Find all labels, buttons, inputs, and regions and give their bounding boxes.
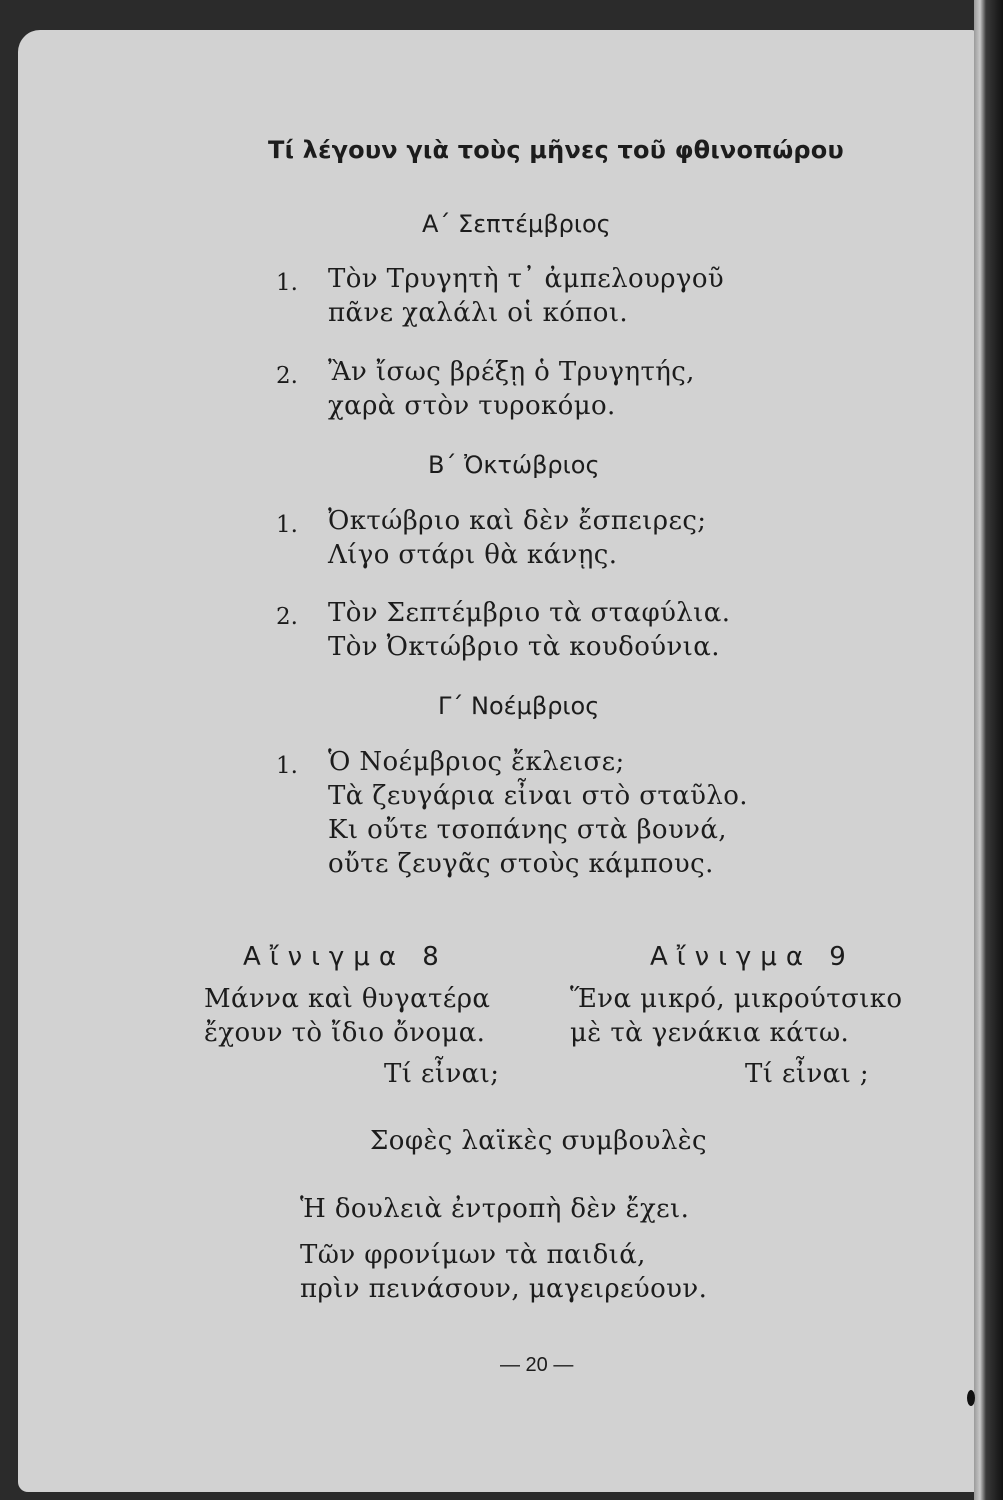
saying-line: οὔτε ζευγᾶς στοὺς κάμπους.	[328, 849, 714, 879]
saying-number: 2.	[276, 604, 298, 630]
saying-line: Τὸν Τρυγητὴ τ᾽ ἀμπελουργοῦ	[328, 264, 725, 294]
advice-heading: Σοφὲς λαϊκὲς συμβουλὲς	[370, 1126, 708, 1156]
page-number: — 20 —	[500, 1354, 574, 1376]
riddle-line: μὲ τὰ γενάκια κάτω.	[570, 1018, 850, 1048]
saying-line: χαρὰ στὸν τυροκόμο.	[328, 391, 616, 421]
month-heading-september: Α΄ Σεπτέμβριος	[422, 210, 611, 238]
advice-line: Τῶν φρονίμων τὰ παιδιά,	[300, 1240, 646, 1270]
advice-line: πρὶν πεινάσουν, μαγειρεύουν.	[300, 1274, 708, 1304]
saying-number: 1.	[276, 512, 298, 538]
saying-line: Ἂν ἴσως βρέξῃ ὁ Τρυγητής,	[328, 357, 695, 387]
saying-number: 1.	[276, 753, 298, 779]
riddle-line: ἔχουν τὸ ἴδιο ὄνομα.	[204, 1018, 486, 1048]
saying-line: Ὀκτώβριο καὶ δὲν ἔσπειρες;	[328, 506, 707, 536]
saying-line: Τὸν Ὀκτώβριο τὰ κουδούνια.	[328, 632, 720, 662]
riddle-title: Αἴνιγμα 9	[650, 942, 855, 972]
riddle-title: Αἴνιγμα 8	[243, 942, 448, 972]
saying-line: πᾶνε χαλάλι οἱ κόποι.	[328, 298, 629, 328]
saying-line: Λίγο στάρι θὰ κάνῃς.	[328, 540, 618, 570]
saying-line: Τὰ ζευγάρια εἶναι στὸ σταῦλο.	[328, 781, 748, 811]
saying-number: 1.	[276, 270, 298, 296]
riddle-question: Τί εἶναι;	[384, 1059, 500, 1089]
saying-line: Τὸν Σεπτέμβριο τὰ σταφύλια.	[328, 598, 731, 628]
saying-line: Ὁ Νοέμβριος ἔκλεισε;	[328, 747, 625, 777]
advice-line: Ἡ δουλειὰ ἐντροπὴ δὲν ἔχει.	[300, 1194, 690, 1224]
page-title: Τί λέγουν γιὰ τοὺς μῆνες τοῦ φθινοπώρου	[268, 136, 844, 164]
binding-hole	[967, 1390, 975, 1406]
saying-line: Κι οὔτε τσοπάνης στὰ βουνά,	[328, 815, 727, 845]
riddle-question: Τί εἶναι ;	[745, 1059, 870, 1089]
month-heading-november: Γ΄ Νοέμβριος	[438, 692, 600, 720]
riddle-line: Ἕνα μικρό, μικρούτσικο	[570, 984, 903, 1014]
riddle-line: Μάννα καὶ θυγατέρα	[204, 984, 491, 1014]
page-edge	[974, 0, 1003, 1500]
month-heading-october: Β΄ Ὀκτώβριος	[428, 451, 600, 479]
saying-number: 2.	[276, 363, 298, 389]
